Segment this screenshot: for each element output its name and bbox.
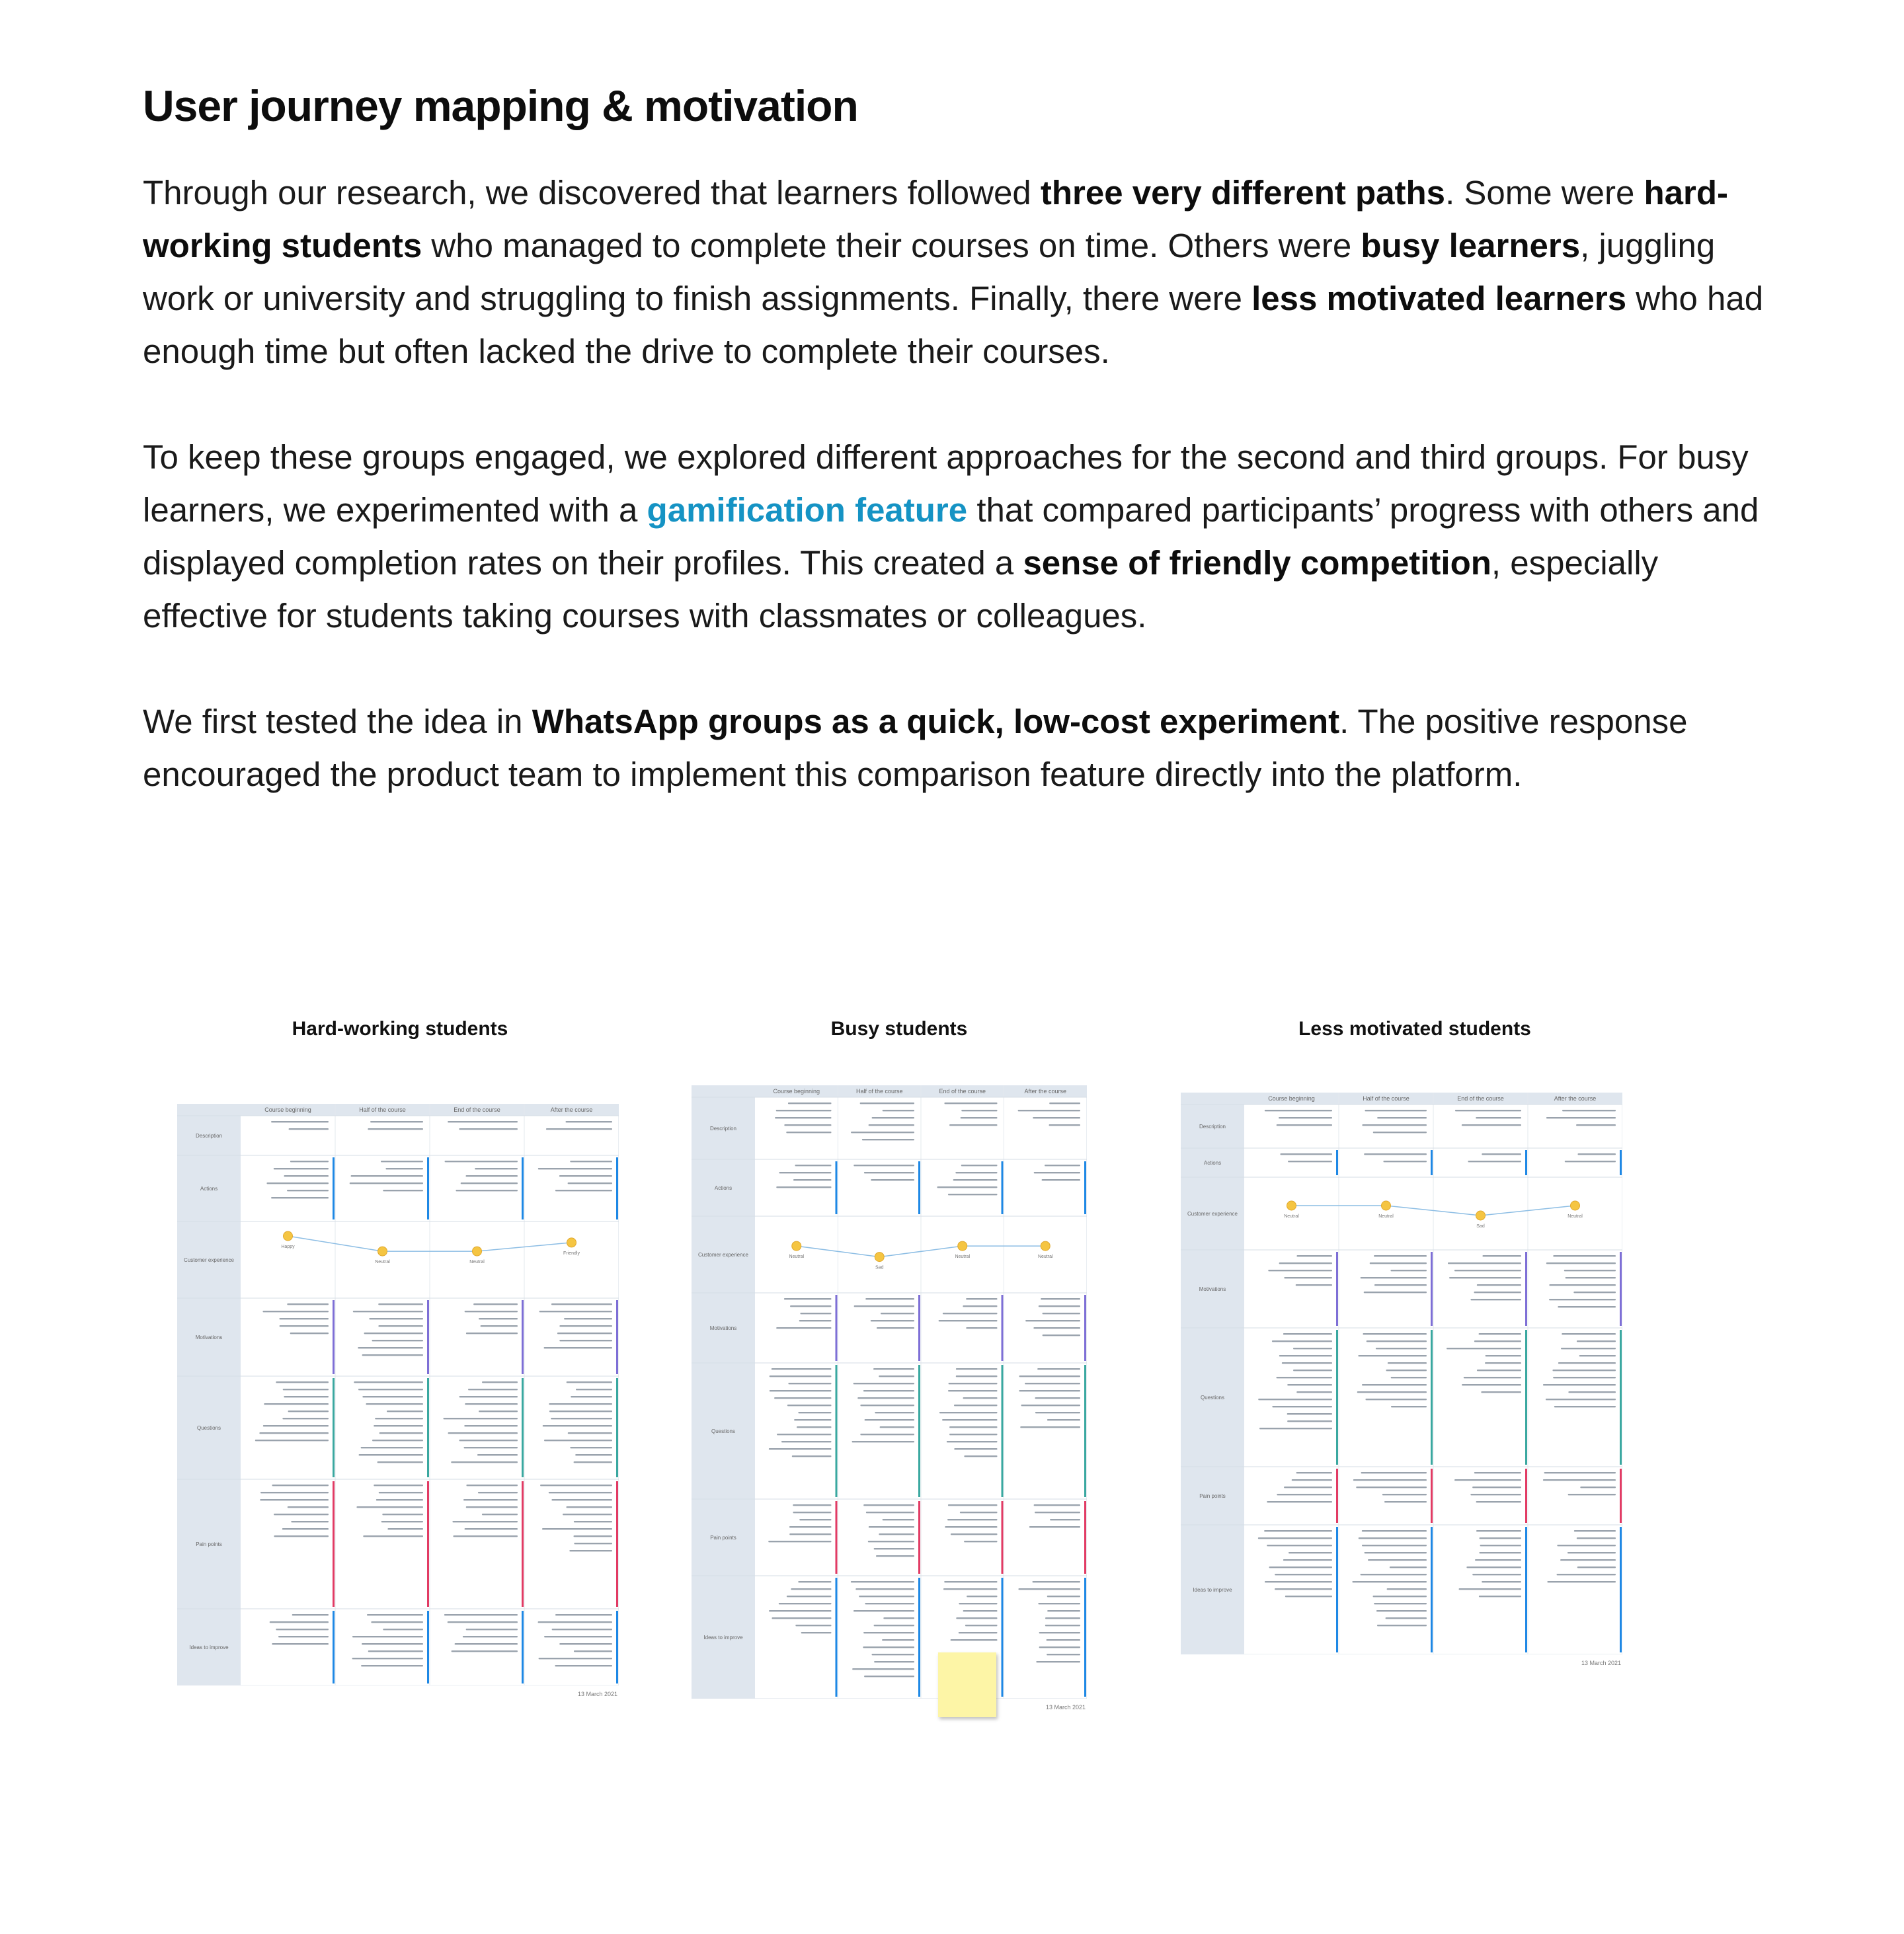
journey-map-hard-working: [177, 1104, 619, 1697]
mood-label: Happy: [281, 1245, 295, 1249]
journey-maps: [0, 1005, 1904, 1732]
stage-header: Half of the course: [1363, 1095, 1409, 1102]
mood-label: Neutral: [955, 1255, 971, 1260]
text: , especially effective for students taking courses with classmates or colleagues.: [143, 544, 1659, 635]
map-date: 13 March 2021: [1045, 1704, 1086, 1711]
sticky-note: [938, 1652, 996, 1717]
stage-header: Half of the course: [855, 1088, 903, 1095]
journey-map-board: [692, 1085, 1087, 1699]
mood-face-icon: [378, 1247, 387, 1256]
stage-header: Course beginning: [1268, 1095, 1315, 1102]
text: . Some were: [1445, 174, 1644, 212]
journey-map-less-motivated: [1181, 1093, 1622, 1666]
map-title-less-motivated: Less motivated students: [1298, 1018, 1531, 1040]
journey-map-busy: [692, 1085, 1087, 1711]
map-date: 13 March 2021: [577, 1691, 617, 1697]
stage-header: Course beginning: [264, 1106, 311, 1113]
row-label: Motivations: [195, 1334, 223, 1340]
stage-header: End of the course: [1457, 1095, 1504, 1102]
row-label: Ideas to improve: [189, 1644, 229, 1650]
mood-face-icon: [567, 1238, 576, 1247]
bold-text: sense of friendly competition: [1023, 544, 1491, 582]
row-label: Actions: [1203, 1160, 1222, 1166]
journey-map-board: [177, 1104, 619, 1685]
map-title-busy: Busy students: [830, 1018, 968, 1040]
mood-label: Neutral: [469, 1260, 485, 1265]
row-label: Motivations: [1199, 1286, 1226, 1292]
row-label: Description: [709, 1126, 737, 1132]
text: Through our research, we discovered that learners followed: [143, 174, 1041, 212]
mood-label: Neutral: [1037, 1255, 1053, 1260]
row-label: Customer experience: [697, 1252, 749, 1258]
bold-text: WhatsApp groups as a quick, low-cost experiment: [532, 703, 1340, 740]
stage-header: End of the course: [454, 1106, 500, 1113]
row-label: Ideas to improve: [703, 1635, 743, 1641]
mood-label: Sad: [1476, 1224, 1485, 1229]
row-label: Actions: [714, 1185, 733, 1191]
section-heading: User journey mapping & motivation: [143, 81, 858, 130]
row-label: Customer experience: [1187, 1211, 1238, 1217]
row-label: Pain points: [710, 1535, 736, 1541]
text: To keep these groups engaged, we explored different approaches for the second and third groups. For busy learners, we experimented with a: [143, 438, 1749, 529]
row-label: Actions: [200, 1186, 218, 1192]
article: [143, 74, 1769, 801]
mood-face-icon: [1382, 1201, 1391, 1210]
bold-text: busy learners: [1361, 227, 1581, 264]
text: who managed to complete their courses on time. Others were: [422, 227, 1361, 264]
text: who had enough time but often lacked the drive to complete their courses.: [143, 280, 1764, 370]
row-label: Questions: [196, 1425, 221, 1431]
text: that compared participants’ progress with others and displayed completion rates on their profiles. This created a: [143, 491, 1759, 582]
text: , juggling work or university and struggling to finish assignments. Finally, there were: [143, 227, 1716, 317]
paragraph-paths: [143, 167, 1769, 378]
stage-header: End of the course: [939, 1088, 986, 1095]
text: We first tested the idea in: [143, 703, 532, 740]
paragraph-approaches: [143, 431, 1769, 642]
row-label: Ideas to improve: [1193, 1587, 1232, 1593]
mood-face-icon: [284, 1231, 293, 1241]
bold-text: three very different paths: [1040, 174, 1446, 212]
mood-face-icon: [473, 1247, 482, 1256]
row-label: Pain points: [196, 1541, 222, 1547]
row-label: Questions: [1200, 1395, 1225, 1401]
mood-label: Neutral: [789, 1255, 805, 1260]
paragraph-experiment: [143, 695, 1769, 801]
stage-header: After the course: [550, 1106, 593, 1113]
text: . The positive response encouraged the product team to implement this comparison feature directly into the platform.: [143, 703, 1688, 793]
mood-face-icon: [1287, 1201, 1296, 1210]
mood-label: Neutral: [1378, 1214, 1394, 1219]
row-label: Questions: [711, 1428, 736, 1434]
journey-map-board: [1181, 1093, 1622, 1654]
stage-header: Half of the course: [359, 1106, 406, 1113]
stage-header: After the course: [1024, 1088, 1067, 1095]
row-label: Description: [1199, 1124, 1226, 1130]
mood-face-icon: [1571, 1201, 1580, 1210]
mood-label: Sad: [875, 1265, 884, 1270]
map-date: 13 March 2021: [1581, 1660, 1621, 1666]
mood-label: Neutral: [375, 1260, 390, 1265]
mood-face-icon: [792, 1241, 801, 1251]
gamification-link[interactable]: gamification feature: [647, 491, 968, 529]
mood-face-icon: [958, 1241, 967, 1251]
mood-label: Friendly: [563, 1251, 580, 1256]
row-label: Pain points: [1199, 1493, 1226, 1499]
stage-header: Course beginning: [773, 1088, 820, 1095]
row-label: Motivations: [709, 1325, 737, 1331]
mood-face-icon: [875, 1253, 884, 1262]
bold-text: hard-working students: [143, 174, 1729, 264]
row-label: Description: [195, 1133, 223, 1139]
stage-header: After the course: [1554, 1095, 1597, 1102]
map-title-hard-working: Hard-working students: [292, 1018, 508, 1040]
mood-face-icon: [1041, 1241, 1050, 1251]
mood-label: Neutral: [1567, 1214, 1583, 1219]
mood-label: Neutral: [1284, 1214, 1299, 1219]
bold-text: less motivated learners: [1251, 280, 1627, 317]
mood-face-icon: [1476, 1211, 1486, 1220]
row-label: Customer experience: [183, 1257, 235, 1263]
